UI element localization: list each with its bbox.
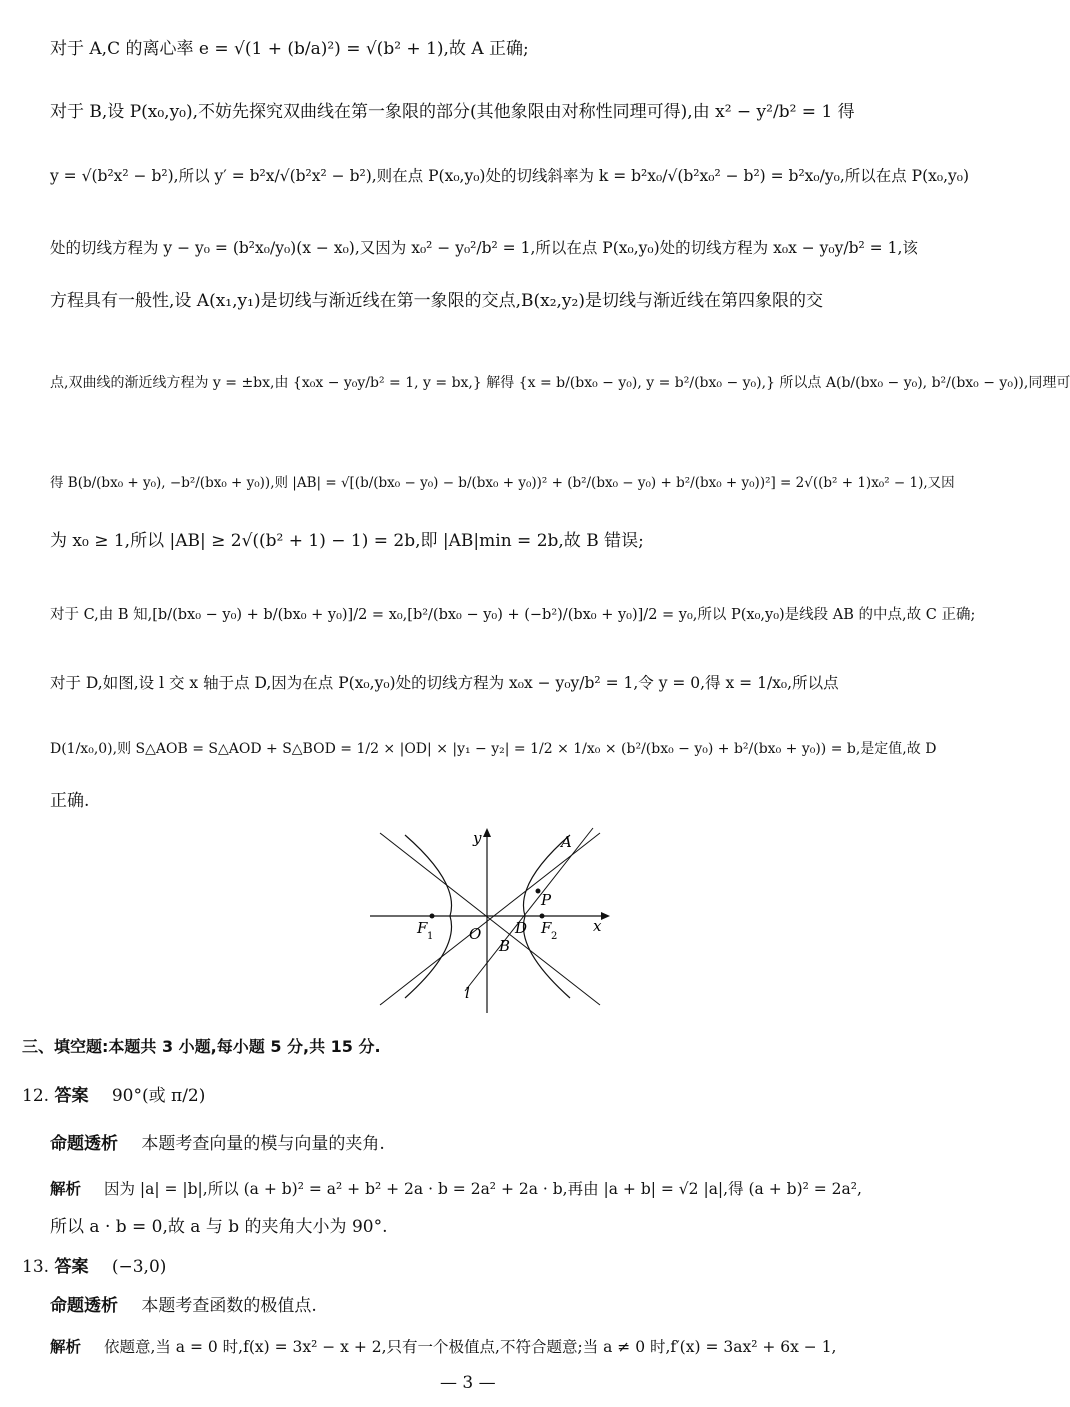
label-f2-sub: 2 xyxy=(551,931,558,942)
q13-intent: 本题考查函数的极值点. xyxy=(141,1296,317,1316)
text-line-10: 对于 D,如图,设 l 交 x 轴于点 D,因为在点 P(x₀,y₀)处的切线方程为 x₀x − y₀y/b² = 1,令 y = 0,得 x = 1/x₀,所以点 xyxy=(50,674,839,692)
label-b: B xyxy=(499,937,511,955)
hyperbola-figure xyxy=(365,823,615,1018)
x-axis-arrow xyxy=(601,912,610,920)
label-f1: F xyxy=(417,919,428,937)
q13-intent-tag: 命题透析 xyxy=(50,1296,118,1316)
q13-analysis-line-1 xyxy=(50,1336,837,1358)
q12-analysis-tag: 解析 xyxy=(50,1180,82,1198)
q12-intent-line xyxy=(50,1133,385,1155)
q12-analysis-line-1 xyxy=(50,1178,862,1200)
label-p: P xyxy=(541,891,552,909)
text-line-3: y = √(b²x² − b²),所以 y′ = b²x/√(b²x² − b²),则在点 P(x₀,y₀)处的切线斜率为 k = b²x₀/√(b²x₀² − b²) = b²x₀/y₀,所以在点 P(x₀,y₀) xyxy=(50,167,970,185)
q13-intent-line xyxy=(50,1295,317,1317)
text-line-8: 为 x₀ ≥ 1,所以 |AB| ≥ 2√((b² + 1) − 1) = 2b,即 |AB|min = 2b,故 B 错误; xyxy=(50,531,644,551)
label-y: y xyxy=(473,829,482,847)
text-line-2: 对于 B,设 P(x₀,y₀),不妨先探究双曲线在第一象限的部分(其他象限由对称性同理可得),由 x² − y²/b² = 1 得 xyxy=(50,102,855,122)
focus-f1-point xyxy=(430,914,435,919)
label-a: A xyxy=(561,833,572,851)
q13-analysis-tag: 解析 xyxy=(50,1338,82,1356)
text-line-4: 处的切线方程为 y − y₀ = (b²x₀/y₀)(x − x₀),又因为 x₀² − y₀²/b² = 1,所以在点 P(x₀,y₀)处的切线方程为 x₀x − y₀y/b² = 1,该 xyxy=(50,239,918,257)
label-l: l xyxy=(465,984,470,1002)
hyperbola-diagram xyxy=(365,823,615,1018)
q12-analysis-1: 因为 |a| = |b|,所以 (a + b)² = a² + b² + 2a · b = 2a² + 2a · b,再由 |a + b| = √2 |a|,得 (a + b)² = 2a², xyxy=(103,1180,862,1198)
label-o: O xyxy=(469,925,482,943)
q12-answer-tag: 答案 xyxy=(54,1086,89,1106)
text-line-6: 点,双曲线的渐近线方程为 y = ±bx,由 {x₀x − y₀y/b² = 1, y = bx,} 解得 {x = b/(bx₀ − y₀), y = b²/(bx₀ − y₀),} 所以点 A(b/(bx₀ − y₀), b²/(bx₀ − y₀)),同理可 xyxy=(50,375,1070,391)
focus-f2-point xyxy=(540,914,545,919)
q13-answer-line xyxy=(22,1256,166,1278)
q12-analysis-line-2: 所以 a · b = 0,故 a 与 b 的夹角大小为 90°. xyxy=(50,1217,388,1237)
q13-number: 13. xyxy=(22,1257,50,1277)
point-p xyxy=(536,889,541,894)
q13-analysis-1: 依题意,当 a = 0 时,f(x) = 3x² − x + 2,只有一个极值点,不符合题意;当 a ≠ 0 时,f′(x) = 3ax² + 6x − 1, xyxy=(103,1338,837,1356)
q12-intent-tag: 命题透析 xyxy=(50,1134,118,1154)
section-heading: 三、填空题:本题共 3 小题,每小题 5 分,共 15 分. xyxy=(22,1037,381,1056)
q13-answer-tag: 答案 xyxy=(54,1257,89,1277)
q12-answer-line xyxy=(22,1085,205,1107)
label-f2: F xyxy=(541,919,552,937)
q12-number: 12. xyxy=(22,1086,50,1106)
label-x: x xyxy=(593,917,602,935)
label-f1-sub: 1 xyxy=(427,931,434,942)
tangent-line-l xyxy=(465,828,593,991)
text-line-9: 对于 C,由 B 知,[b/(bx₀ − y₀) + b/(bx₀ + y₀)]/2 = x₀,[b²/(bx₀ − y₀) + (−b²)/(bx₀ + y₀)]/2 = y₀,所以 P(x₀,y₀)是线段 AB 的中点,故 C 正确; xyxy=(50,607,976,623)
text-line-1: 对于 A,C 的离心率 e = √(1 + (b/a)²) = √(b² + 1),故 A 正确; xyxy=(50,39,529,59)
text-line-12: 正确. xyxy=(50,791,90,811)
y-axis-arrow xyxy=(483,828,491,837)
q13-answer: (−3,0) xyxy=(111,1257,167,1277)
label-d: D xyxy=(515,919,528,937)
q12-intent: 本题考查向量的模与向量的夹角. xyxy=(141,1134,385,1154)
page-number: — 3 — xyxy=(440,1373,496,1393)
text-line-11: D(1/x₀,0),则 S△AOB = S△AOD + S△BOD = 1/2 × |OD| × |y₁ − y₂| = 1/2 × 1/x₀ × (b²/(bx₀ − y₀) + b²/(bx₀ + y₀)) = b,是定值,故 D xyxy=(50,741,937,757)
text-line-7: 得 B(b/(bx₀ + y₀), −b²/(bx₀ + y₀)),则 |AB| = √[(b/(bx₀ − y₀) − b/(bx₀ + y₀))² + (b²/(bx₀ − y₀) + b²/(bx₀ + y₀))²] = 2√((b² + 1)x₀² − 1),又因 xyxy=(50,475,955,491)
text-line-5: 方程具有一般性,设 A(x₁,y₁)是切线与渐近线在第一象限的交点,B(x₂,y₂)是切线与渐近线在第四象限的交 xyxy=(50,291,823,311)
q12-answer: 90°(或 π/2) xyxy=(111,1086,206,1106)
